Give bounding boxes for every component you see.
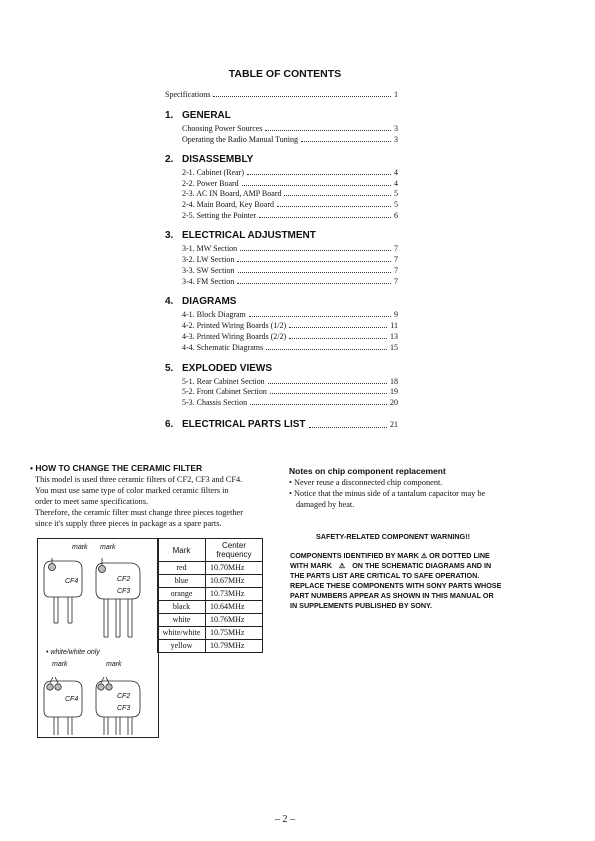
safety-title: SAFETY-RELATED COMPONENT WARNING!! <box>316 532 470 541</box>
mark-label: mark <box>106 661 122 668</box>
toc-entry[interactable]: 4-2. Printed Wiring Boards (1/2) 11 <box>182 321 398 330</box>
table-row: red 10.70MHz <box>158 562 263 575</box>
frequency-table <box>157 538 263 653</box>
cf4-label: CF4 <box>65 578 79 585</box>
toc-section-general[interactable]: 1. GENERAL <box>165 110 231 121</box>
toc-entry[interactable]: 2-3. AC IN Board, AMP Board 5 <box>182 189 398 198</box>
warning-triangle-icon: ⚠ <box>338 563 346 570</box>
mark-label: mark <box>52 661 68 668</box>
table-header-row <box>158 539 263 562</box>
toc-section-exploded-views[interactable]: 5. EXPLODED VIEWS <box>165 363 273 374</box>
ceramic-filter-text: since it's supply three pieces in package as a spare parts. <box>35 519 222 528</box>
toc-section-electrical-adjustment[interactable]: 3. ELECTRICAL ADJUSTMENT <box>165 230 316 241</box>
white-only-note: • white/white only <box>46 649 100 656</box>
toc-entry[interactable]: 2-2. Power Board 4 <box>182 179 398 188</box>
safety-text: THE PARTS LIST ARE CRITICAL TO SAFE OPERATION. <box>290 571 480 580</box>
toc-entry[interactable]: 3-3. SW Section 7 <box>182 266 398 275</box>
toc-entry[interactable]: 5-2. Front Cabinet Section 19 <box>182 387 398 396</box>
toc-entry[interactable]: 4-4. Schematic Diagrams 15 <box>182 343 398 352</box>
page-number: – 2 – <box>275 814 295 825</box>
cf4-label: CF4 <box>65 696 79 703</box>
mark-label: mark <box>100 544 116 551</box>
cf3-label: CF3 <box>117 588 131 595</box>
toc-entry[interactable]: 2-5. Setting the Pointer 6 <box>182 211 398 220</box>
safety-text: COMPONENTS IDENTIFIED BY MARK ⚠ OR DOTTED LINE <box>290 551 490 563</box>
safety-text: WITH MARK ⚠ ON THE SCHEMATIC DIAGRAMS AND IN <box>290 561 491 573</box>
header-center-frequency: Center frequency <box>206 539 263 562</box>
note-item: • Never reuse a disconnected chip component. <box>289 478 443 487</box>
toc-entry-specifications[interactable]: Specifications 1 <box>165 90 398 99</box>
toc-section-diagrams[interactable]: 4. DIAGRAMS <box>165 296 237 307</box>
note-item: damaged by heat. <box>296 500 355 509</box>
cf3-label: CF3 <box>117 705 131 712</box>
toc-entry[interactable]: 2-4. Main Board, Key Board 5 <box>182 200 398 209</box>
note-item: • Notice that the minus side of a tantalum capacitor may be <box>289 489 486 498</box>
cf2-label: CF2 <box>117 693 131 700</box>
toc-entry[interactable]: 2-1. Cabinet (Rear) 4 <box>182 168 398 177</box>
safety-text: REPLACE THESE COMPONENTS WITH SONY PARTS WHOSE <box>290 581 502 590</box>
toc-entry[interactable]: 3-4. FM Section 7 <box>182 277 398 286</box>
toc-section-disassembly[interactable]: 2. DISASSEMBLY <box>165 154 254 165</box>
toc-entry[interactable]: 5-1. Rear Cabinet Section 18 <box>182 377 398 386</box>
safety-text: IN SUPPLEMENTS PUBLISHED BY SONY. <box>290 601 433 610</box>
ceramic-filter-text: This model is used three ceramic filters of CF2, CF3 and CF4. <box>35 475 243 484</box>
header-mark: Mark <box>158 539 206 562</box>
table-row: white 10.76MHz <box>158 614 263 627</box>
toc-entry[interactable]: Operating the Radio Manual Tuning 3 <box>182 135 398 144</box>
toc-title: TABLE OF CONTENTS <box>228 68 342 80</box>
toc-entry[interactable]: 4-1. Block Diagram 9 <box>182 310 398 319</box>
toc-entry[interactable]: Choosing Power Sources 3 <box>182 124 398 133</box>
table-row: black 10.64MHz <box>158 601 263 614</box>
mark-label: mark <box>72 544 88 551</box>
ceramic-filter-text: order to meet same specifications. <box>35 497 149 506</box>
table-row: white/white 10.75MHz <box>158 627 263 640</box>
warning-triangle-icon: ⚠ <box>420 553 428 560</box>
toc-section-electrical-parts-list[interactable]: 6. ELECTRICAL PARTS LIST 21 <box>165 419 398 430</box>
ceramic-filter-diagram <box>37 538 159 738</box>
ceramic-filter-text: You must use same type of color marked ceramic filters in <box>35 486 229 495</box>
cf2-label: CF2 <box>117 576 131 583</box>
table-row: orange 10.73MHz <box>158 588 263 601</box>
toc-entry[interactable]: 3-1. MW Section 7 <box>182 244 398 253</box>
ceramic-filter-heading: • HOW TO CHANGE THE CERAMIC FILTER <box>30 463 203 473</box>
table-row: blue 10.67MHz <box>158 575 263 588</box>
notes-heading: Notes on chip component replacement <box>289 466 446 476</box>
ceramic-filter-drawing <box>38 539 158 737</box>
toc-entry[interactable]: 4-3. Printed Wiring Boards (2/2) 13 <box>182 332 398 341</box>
toc-entry[interactable]: 3-2. LW Section 7 <box>182 255 398 264</box>
toc-entry[interactable]: 5-3. Chassis Section 20 <box>182 398 398 407</box>
safety-text: PART NUMBERS APPEAR AS SHOWN IN THIS MANUAL OR <box>290 591 494 600</box>
table-row: yellow 10.79MHz <box>158 640 263 653</box>
ceramic-filter-text: Therefore, the ceramic filter must change three pieces together <box>35 508 244 517</box>
